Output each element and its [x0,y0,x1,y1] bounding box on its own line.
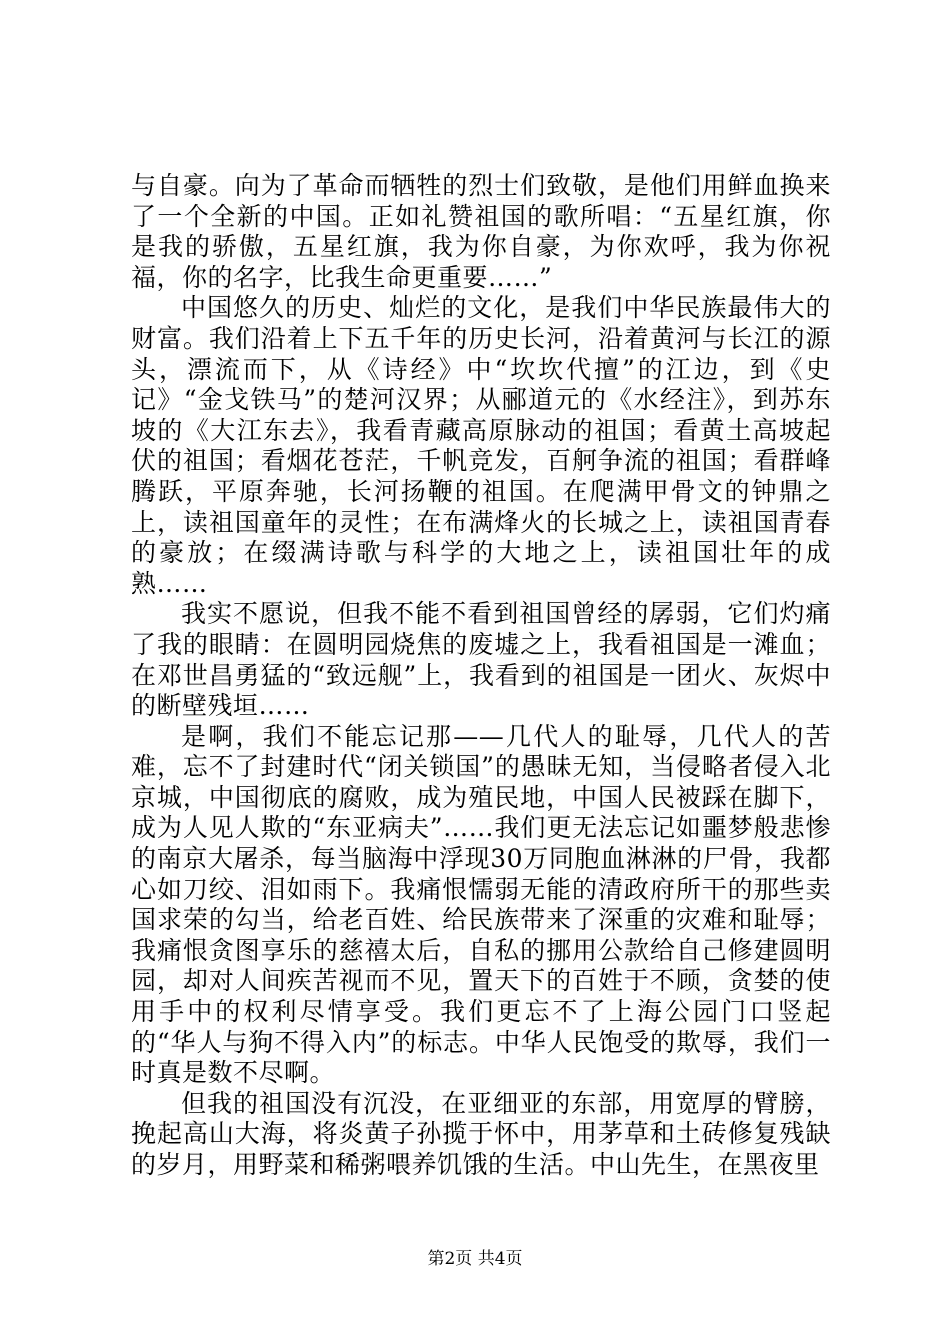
paragraph-2: 中国悠久的历史、灿烂的文化，是我们中华民族最伟大的财富。我们沿着上下五千年的历史长河，沿着黄河与长江的源头，漂流而下，从《诗经》中“坎坎代擅”的江边，到《史记》“金戈铁马”的楚河汉界；从郦道元的《水经注》，到苏东坡的《大江东去》，我看青藏高原脉动的祖国；看黄土高坡起伏的祖国；看烟花苍茫，千帆竞发，百舸争流的祖国；看群峰腾跃，平原奔驰，长河扬鞭的祖国。在爬满甲骨文的钟鼎之上，读祖国童年的灵性；在布满烽火的长城之上，读祖国青春的豪放；在缀满诗歌与科学的大地之上，读祖国壮年的成熟…… [131,293,831,598]
document-body [131,171,831,1181]
paragraph-4: 是啊，我们不能忘记那——几代人的耻辱，几代人的苦难，忘不了封建时代“闭关锁国”的愚昧无知，当侵略者侵入北京城，中国彻底的腐败，成为殖民地，中国人民被踩在脚下，成为人见人欺的“东亚病夫”……我们更无法忘记如噩梦般悲惨的南京大屠杀，每当脑海中浮现30万同胞血淋淋的尸骨，我都心如刀绞、泪如雨下。我痛恨懦弱无能的清政府所干的那些卖国求荣的勾当，给老百姓、给民族带来了深重的灾难和耻辱；我痛恨贪图享乐的慈禧太后，自私的挪用公款给自己修建圆明园，却对人间疾苦视而不见，置天下的百姓于不顾，贪婪的使用手中的权利尽情享受。我们更忘不了上海公园门口竖起的“华人与狗不得入内”的标志。中华人民饱受的欺辱，我们一时真是数不尽啊。 [131,721,831,1088]
paragraph-3: 我实不愿说，但我不能不看到祖国曾经的孱弱，它们灼痛了我的眼睛：在圆明园烧焦的废墟之上，我看祖国是一滩血；在邓世昌勇猛的“致远舰”上，我看到的祖国是一团火、灰烬中的断壁残垣…… [131,599,831,721]
page-footer: 第2页 共4页 [427,1249,523,1269]
paragraph-1: 与自豪。向为了革命而牺牲的烈士们致敬，是他们用鲜血换来了一个全新的中国。正如礼赞祖国的歌所唱：“五星红旗，你是我的骄傲，五星红旗，我为你自豪，为你欢呼，我为你祝福，你的名字，比我生命更重要……” [131,171,831,292]
paragraph-5: 但我的祖国没有沉没，在亚细亚的东部，用宽厚的臂膀，挽起高山大海，将炎黄子孙揽于怀中，用茅草和土砖修复残缺的岁月，用野菜和稀粥喂养饥饿的生活。中山先生，在黑夜里 [131,1088,831,1179]
